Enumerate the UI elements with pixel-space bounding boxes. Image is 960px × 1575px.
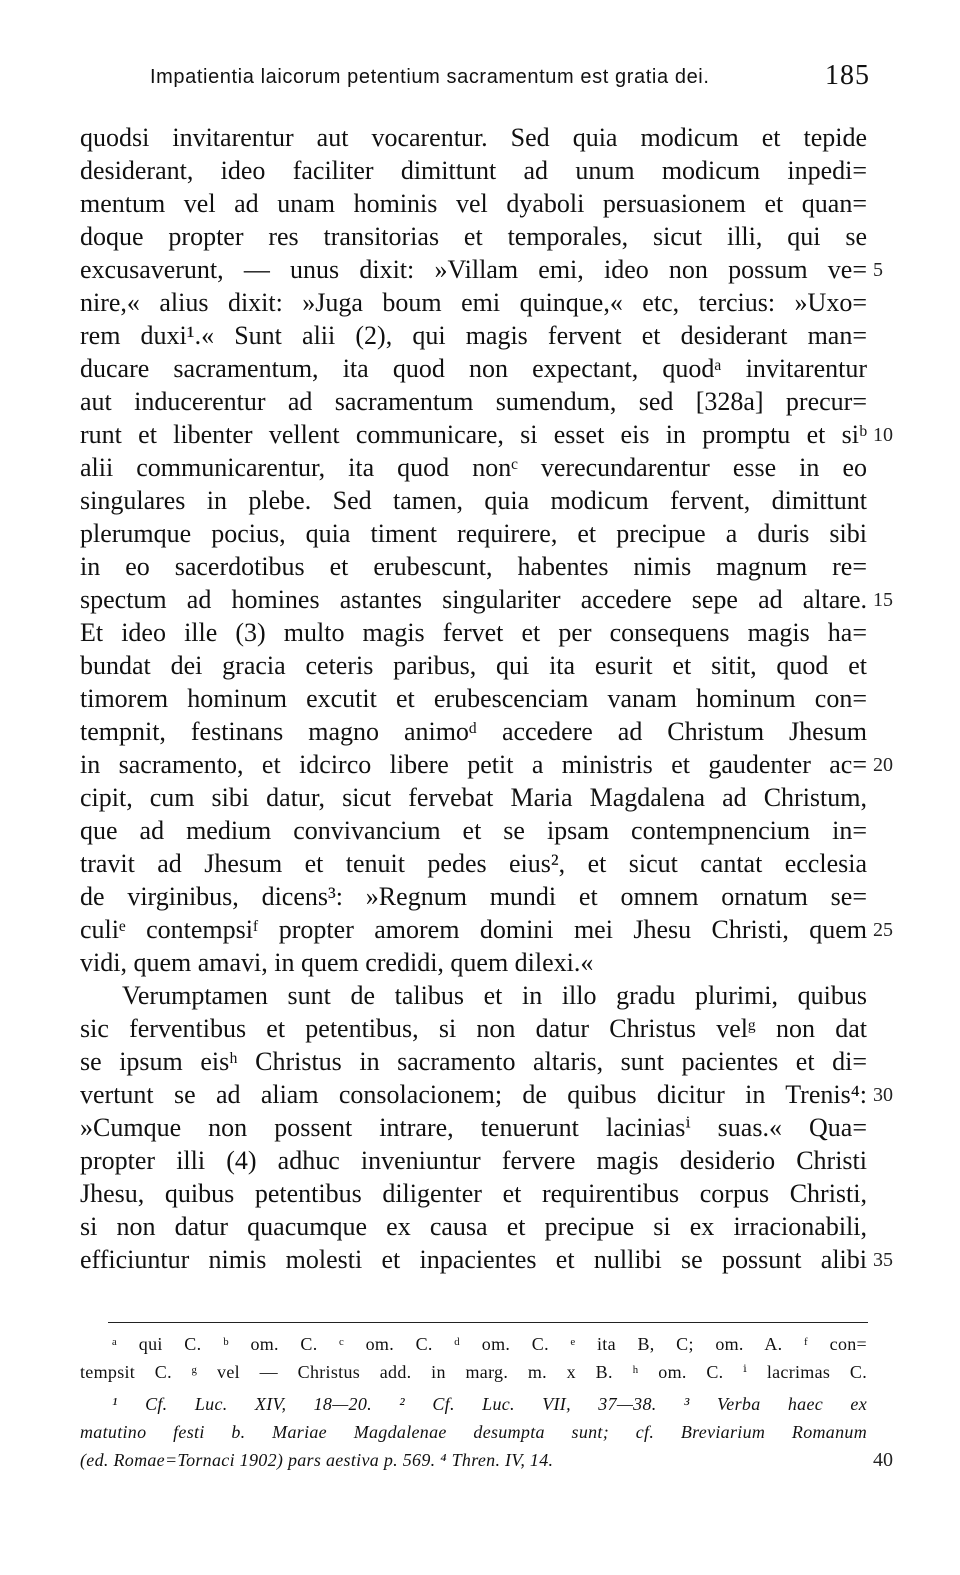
text-line: travit ad Jhesum et tenuit pedes eius², et sicut cantat ecclesia <box>80 849 867 878</box>
text-line: vidi, quem amavi, in quem credidi, quem dilexi.« <box>80 948 594 977</box>
line-number: 40 <box>873 1449 893 1471</box>
text-line: de virginibus, dicens³: »Regnum mundi et omnem ornatum se= <box>80 882 867 911</box>
text-line: excusaverunt, — unus dixit: »Villam emi, ideo non possum ve= <box>80 255 867 284</box>
text-line: runt et libenter vellent communicare, si esset eis in promptu et siᵇ <box>80 420 867 449</box>
text-line: Verumptamen sunt de talibus et in illo gradu plurimi, quibus <box>122 981 867 1010</box>
footnote-line: matutino festi b. Mariae Magdalenae desumpta sunt; cf. Breviarium Romanum <box>80 1422 867 1442</box>
text-line: bundat dei gracia ceteris paribus, qui ita esurit et sitit, quod et <box>80 651 867 680</box>
text-line: in sacramento, et idcirco libere petit a ministris et gaudenter ac= <box>80 750 867 779</box>
line-number: 25 <box>873 919 893 941</box>
text-line: timorem hominum excutit et erubescenciam vanam hominum con= <box>80 684 867 713</box>
text-line: in eo sacerdotibus et erubescunt, habentes nimis magnum re= <box>80 552 867 581</box>
line-number: 5 <box>873 259 883 281</box>
text-line: desiderant, ideo faciliter dimittunt ad unum modicum inpedi= <box>80 156 867 185</box>
text-line: sic ferventibus et petentibus, si non datur Christus velᵍ non dat <box>80 1014 867 1043</box>
text-line: nire,« alius dixit: »Juga boum emi quinque,« etc, tercius: »Uxo= <box>80 288 867 317</box>
text-line: mentum vel ad unam hominis vel dyaboli persuasionem et quan= <box>80 189 867 218</box>
text-line: Et ideo ille (3) multo magis fervet et per consequens magis ha= <box>80 618 867 647</box>
text-line: alii communicarentur, ita quod nonᶜ verecundarentur esse in eo <box>80 453 867 482</box>
text-line: spectum ad homines astantes singulariter accedere sepe ad altare. <box>80 585 867 614</box>
text-line: se ipsum eisʰ Christus in sacramento altaris, sunt pacientes et di= <box>80 1047 867 1076</box>
running-header <box>150 62 870 98</box>
line-number: 10 <box>873 424 893 446</box>
text-line: cipit, cum sibi datur, sicut fervebat Maria Magdalena ad Christum, <box>80 783 867 812</box>
text-line: doque propter res transitorias et temporales, sicut illi, qui se <box>80 222 867 251</box>
text-line: aut inducerentur ad sacramentum sumendum, sed [328a] precur= <box>80 387 867 416</box>
text-line: rem duxi¹.« Sunt alii (2), qui magis fervent et desiderant man= <box>80 321 867 350</box>
text-line: propter illi (4) adhuc inveniuntur fervere magis desiderio Christi <box>80 1146 867 1175</box>
text-line: culiᵉ contempsiᶠ propter amorem domini mei Jhesu Christi, quem <box>80 915 867 944</box>
line-number: 30 <box>873 1084 893 1106</box>
page-number: 185 <box>825 60 870 91</box>
line-number: 20 <box>873 754 893 776</box>
text-line: efficiuntur nimis molesti et inpacientes et nullibi se possunt alibi <box>80 1245 867 1274</box>
footnote-line: ¹ Cf. Luc. XIV, 18—20. ² Cf. Luc. VII, 37—38. ³ Verba haec ex <box>112 1394 867 1414</box>
footnote-line: tempsit C. ᵍ vel — Christus add. in marg. m. x B. ʰ om. C. ⁱ lacrimas C. <box>80 1362 867 1382</box>
footnote-line: ᵃ qui C. ᵇ om. C. ᶜ om. C. ᵈ om. C. ᵉ ita B, C; om. A. ᶠ con= <box>112 1334 867 1354</box>
line-number: 15 <box>873 589 893 611</box>
line-number: 35 <box>873 1249 893 1271</box>
text-line: Jhesu, quibus petentibus diligenter et requirentibus corpus Christi, <box>80 1179 867 1208</box>
text-line: plerumque pocius, quia timent requirere, et precipue a duris sibi <box>80 519 867 548</box>
text-line: quodsi invitarentur aut vocarentur. Sed quia modicum et tepide <box>80 123 867 152</box>
text-line: que ad medium convivancium et se ipsam contempnencium in= <box>80 816 867 845</box>
text-line: vertunt se ad aliam consolacionem; de quibus dicitur in Trenis⁴: <box>80 1080 867 1109</box>
text-line: »Cumque non possent intrare, tenuerunt laciniasⁱ suas.« Qua= <box>80 1113 867 1142</box>
running-title: Impatientia laicorum petentium sacramentum est gratia dei. <box>150 66 710 88</box>
text-line: tempnit, festinans magno animoᵈ accedere ad Christum Jhesum <box>80 717 867 746</box>
footnote-line: (ed. Romae=Tornaci 1902) pars aestiva p. 569. ⁴ Thren. IV, 14. <box>80 1450 554 1470</box>
text-line: singulares in plebe. Sed tamen, quia modicum fervent, dimittunt <box>80 486 867 515</box>
text-line: ducare sacramentum, ita quod non expectant, quodᵃ invitarentur <box>80 354 867 383</box>
footnote-divider <box>108 1322 868 1323</box>
text-line: si non datur quacumque ex causa et precipue si ex irracionabili, <box>80 1212 867 1241</box>
